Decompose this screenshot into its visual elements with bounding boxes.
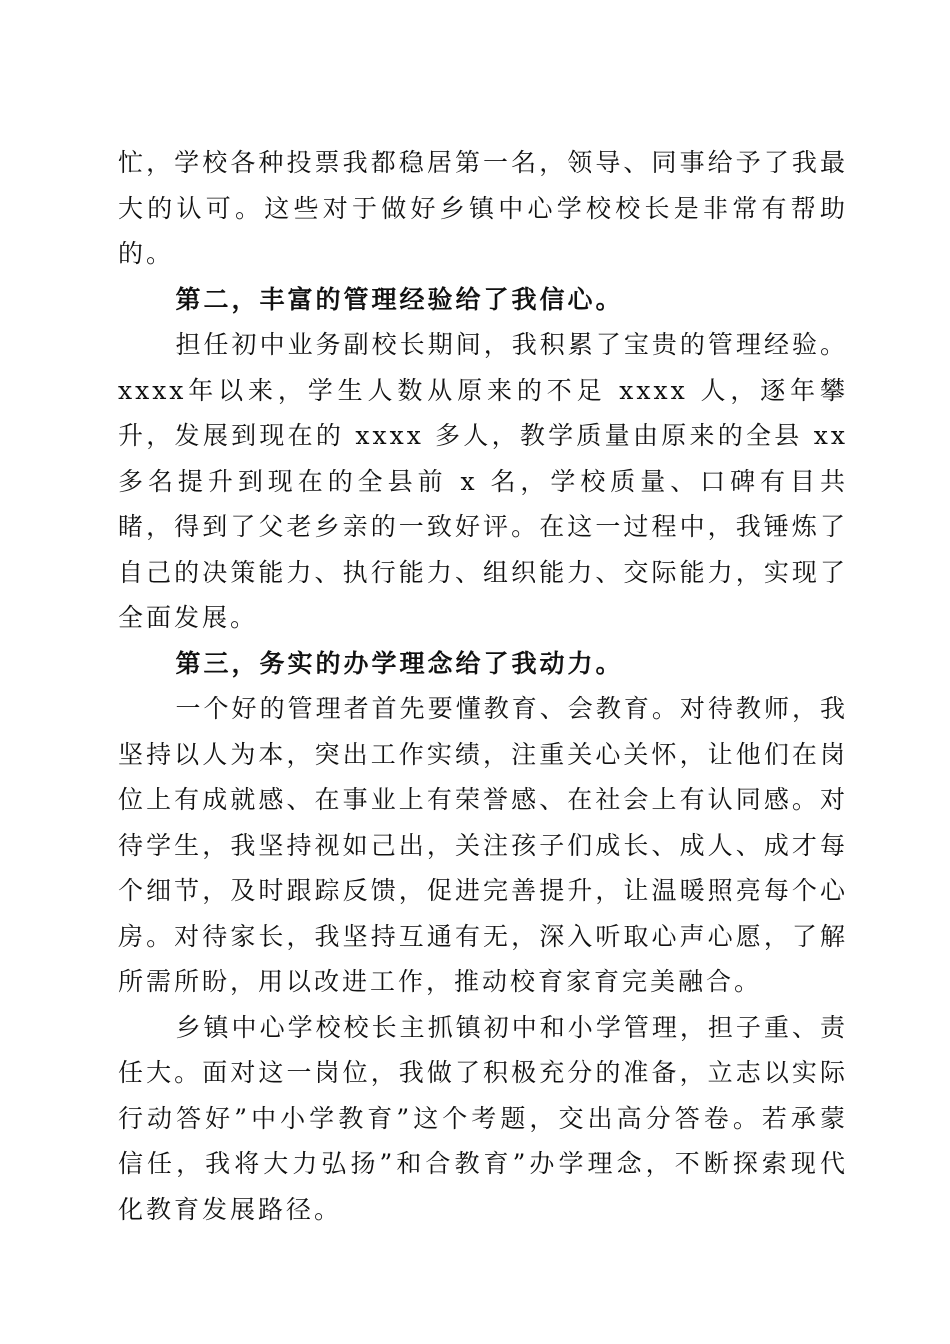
paragraph-continuation: 忙，学校各种投票我都稳居第一名，领导、同事给予了我最大的认可。这些对于做好乡镇中心学校校长是非常有帮助的。 (118, 148, 848, 268)
paragraph-conclusion: 乡镇中心学校校长主抓镇初中和小学管理，担子重、责任大。面对这一岗位，我做了积极充分的准备，立志以实际行动答好”中小学教育”这个考题，交出高分答卷。若承蒙信任，我将大力弘扬”和合教育”办学理念，不断探索现代化教育发展路径。 (118, 1012, 848, 1224)
section-heading-third: 第三，务实的办学理念给了我动力。 (175, 648, 624, 678)
paragraph-management-experience: 担任初中业务副校长期间，我积累了宝贵的管理经验。xxxx年以来，学生人数从原来的不足 xxxx 人，逐年攀升，发展到现在的 xxxx 多人，教学质量由原来的全县 xx 多名提升到现在的全县前 x 名，学校质量、口碑有目共睹，得到了父老乡亲的一致好评。在这一过程中，我锤炼了自己的决策能力、执行能力、组织能力、交际能力，实现了全面发展。 (118, 330, 848, 632)
document-body (118, 140, 848, 1232)
section-heading-second: 第二，丰富的管理经验给了我信心。 (175, 284, 624, 314)
paragraph-school-philosophy: 一个好的管理者首先要懂教育、会教育。对待教师，我坚持以人为本，突出工作实绩，注重关心关怀，让他们在岗位上有成就感、在事业上有荣誉感、在社会上有认同感。对待学生，我坚持视如己出，关注孩子们成长、成人、成才每个细节，及时跟踪反馈，促进完善提升，让温暖照亮每个心房。对待家长，我坚持互通有无，深入听取心声心愿，了解所需所盼，用以改进工作，推动校育家育完美融合。 (118, 694, 848, 996)
